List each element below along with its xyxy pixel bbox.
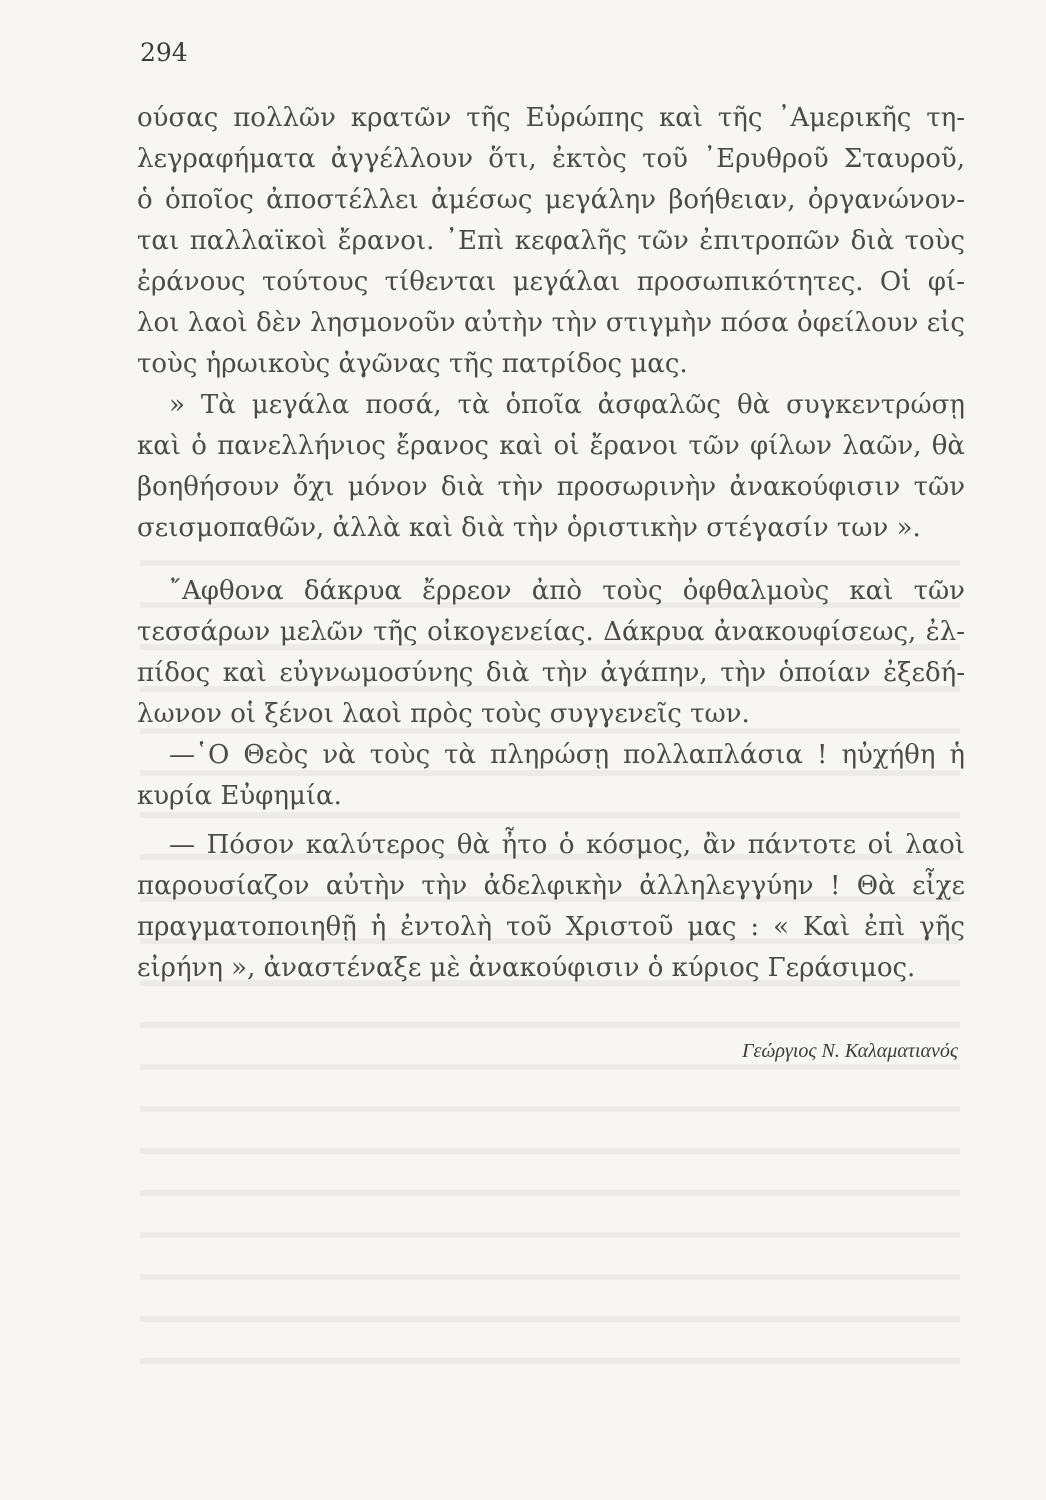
paragraph: [137, 825, 965, 989]
text-line: καὶ ὁ πανελλήνιος ἔρανος καὶ οἱ ἔρανοι τῶν φίλων λαῶν, θὰ: [137, 431, 965, 461]
text-line: κυρία Εὐφημία.: [137, 781, 342, 811]
text-line: τεσσάρων μελῶν τῆς οἰκογενείας. Δάκρυα ἀνακουφίσεως, ἐλ-: [137, 617, 965, 647]
text-line: ται παλλαϊκοὶ ἔρανοι. ᾿Επὶ κεφαλῆς τῶν ἐπιτροπῶν διὰ τοὺς: [137, 226, 965, 256]
text-line: ῎Αφθονα δάκρυα ἔρρεον ἀπὸ τοὺς ὀφθαλμοὺς καὶ τῶν: [169, 576, 965, 606]
text-line: ὁ ὁποῖος ἀποστέλλει ἀμέσως μεγάλην βοήθειαν, ὀργανώνον-: [137, 185, 965, 215]
paragraph: [137, 385, 965, 549]
text-line: εἰρήνη », ἀναστέναξε μὲ ἀνακούφισιν ὁ κύριος Γεράσιμος.: [137, 953, 916, 983]
text-line: λοι λαοὶ δὲν λησμονοῦν αὐτὴν τὴν στιγμὴν πόσα ὀφείλουν εἰς: [137, 308, 965, 338]
paragraph: [137, 735, 965, 817]
paragraph-gap: [137, 549, 965, 571]
text-line: πίδος καὶ εὐγνωμοσύνης διὰ τὴν ἀγάπην, τὴν ὁποίαν ἐξεδή-: [137, 658, 965, 688]
paragraph: [137, 571, 965, 735]
text-line: λεγραφήματα ἀγγέλλουν ὅτι, ἐκτὸς τοῦ ᾿Ερυθροῦ Σταυροῦ,: [137, 144, 965, 174]
text-line: — Πόσον καλύτερος θὰ ἦτο ὁ κόσμος, ἂν πάντοτε οἱ λαοὶ: [169, 830, 965, 860]
text-line: βοηθήσουν ὄχι μόνον διὰ τὴν προσωρινὴν ἀνακούφισιν τῶν: [137, 472, 965, 502]
text-line: —῾Ο Θεὸς νὰ τοὺς τὰ πληρώσῃ πολλαπλάσια ! ηὐχήθη ἡ: [169, 740, 965, 770]
text-line: πραγματοποιηθῇ ἡ ἐντολὴ τοῦ Χριστοῦ μας : « Καὶ ἐπὶ γῆς: [137, 912, 965, 942]
text-line: παρουσίαζον αὐτὴν τὴν ἀδελφικὴν ἀλληλεγγύην ! Θὰ εἶχε: [137, 871, 965, 901]
text-line: ἐράνους τούτους τίθενται μεγάλαι προσωπικότητες. Οἱ φί-: [137, 267, 965, 297]
text-line: » Τὰ μεγάλα ποσά, τὰ ὁποῖα ἀσφαλῶς θὰ συγκεντρώσῃ: [169, 390, 965, 420]
paragraph-gap: [137, 817, 965, 825]
body-text: [137, 98, 965, 989]
text-line: ούσας πολλῶν κρατῶν τῆς Εὐρώπης καὶ τῆς ᾿Αμερικῆς τη-: [137, 103, 965, 133]
text-line: σεισμοπαθῶν, ἀλλὰ καὶ διὰ τὴν ὁριστικὴν στέγασίν των ».: [137, 513, 921, 543]
text-line: τοὺς ἡρωικοὺς ἀγῶνας τῆς πατρίδος μας.: [137, 349, 688, 379]
page-number: 294: [140, 38, 188, 67]
paragraph: [137, 98, 965, 385]
author-signature: Γεώργιος Ν. Καλαματιανός: [742, 1040, 958, 1062]
text-line: λωνον οἱ ξένοι λαοὶ πρὸς τοὺς συγγενεῖς των.: [137, 699, 750, 729]
